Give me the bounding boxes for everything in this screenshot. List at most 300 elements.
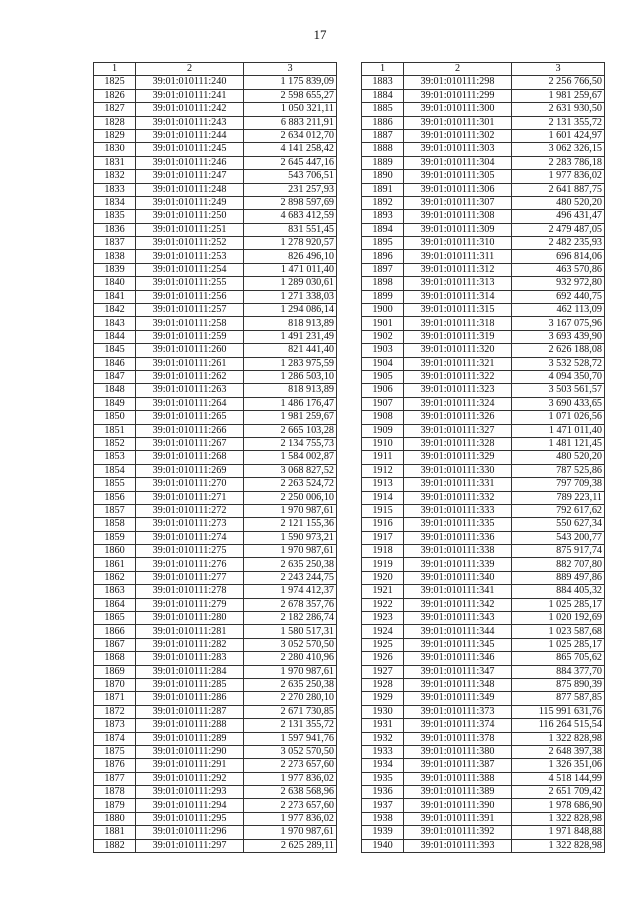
cadastral-number-cell: 39:01:010111:331: [404, 478, 512, 491]
table-row: [94, 678, 337, 691]
table-row: [94, 692, 337, 705]
column-header-cadastral: 2: [404, 63, 512, 76]
value-cell: 787 525,86: [512, 464, 605, 477]
row-number-cell: 1882: [94, 839, 136, 852]
value-cell: 789 223,11: [512, 491, 605, 504]
row-number-cell: 1883: [362, 76, 404, 89]
row-number-cell: 1897: [362, 263, 404, 276]
row-number-cell: 1900: [362, 304, 404, 317]
row-number-cell: 1891: [362, 183, 404, 196]
row-number-cell: 1902: [362, 330, 404, 343]
table-row: [94, 437, 337, 450]
value-cell: 115 991 631,76: [512, 705, 605, 718]
cadastral-number-cell: 39:01:010111:267: [136, 437, 244, 450]
value-cell: 2 678 357,76: [244, 598, 337, 611]
cadastral-number-cell: 39:01:010111:272: [136, 504, 244, 517]
value-cell: 875 917,74: [512, 545, 605, 558]
value-cell: 1 590 973,21: [244, 531, 337, 544]
cadastral-number-cell: 39:01:010111:245: [136, 143, 244, 156]
cadastral-number-cell: 39:01:010111:264: [136, 397, 244, 410]
cadastral-number-cell: 39:01:010111:307: [404, 196, 512, 209]
row-number-cell: 1875: [94, 745, 136, 758]
value-cell: 2 648 397,38: [512, 745, 605, 758]
row-number-cell: 1894: [362, 223, 404, 236]
column-header-value: 3: [244, 63, 337, 76]
value-cell: 2 263 524,72: [244, 478, 337, 491]
table-row: [94, 464, 337, 477]
row-number-cell: 1904: [362, 357, 404, 370]
table-row: [362, 478, 605, 491]
table-row: [94, 196, 337, 209]
value-cell: 1 322 828,98: [512, 839, 605, 852]
value-cell: 696 814,06: [512, 250, 605, 263]
row-number-cell: 1838: [94, 250, 136, 263]
value-cell: 2 280 410,96: [244, 652, 337, 665]
value-cell: 875 890,39: [512, 678, 605, 691]
row-number-cell: 1844: [94, 330, 136, 343]
row-number-cell: 1877: [94, 772, 136, 785]
value-cell: 1 584 002,87: [244, 451, 337, 464]
row-number-cell: 1847: [94, 370, 136, 383]
table-row: [362, 745, 605, 758]
cadastral-number-cell: 39:01:010111:275: [136, 545, 244, 558]
table-row: [362, 344, 605, 357]
cadastral-number-cell: 39:01:010111:278: [136, 585, 244, 598]
table-row: [94, 638, 337, 651]
value-cell: 2 638 568,96: [244, 786, 337, 799]
row-number-cell: 1909: [362, 424, 404, 437]
cadastral-number-cell: 39:01:010111:320: [404, 344, 512, 357]
row-number-cell: 1918: [362, 545, 404, 558]
cadastral-number-cell: 39:01:010111:287: [136, 705, 244, 718]
cadastral-number-cell: 39:01:010111:344: [404, 625, 512, 638]
cadastral-number-cell: 39:01:010111:256: [136, 290, 244, 303]
cadastral-number-cell: 39:01:010111:343: [404, 612, 512, 625]
cadastral-number-cell: 39:01:010111:283: [136, 652, 244, 665]
cadastral-number-cell: 39:01:010111:269: [136, 464, 244, 477]
table-row: [362, 411, 605, 424]
cadastral-number-cell: 39:01:010111:314: [404, 290, 512, 303]
cadastral-number-cell: 39:01:010111:246: [136, 156, 244, 169]
row-number-cell: 1876: [94, 759, 136, 772]
cadastral-number-cell: 39:01:010111:349: [404, 692, 512, 705]
cadastral-number-cell: 39:01:010111:391: [404, 812, 512, 825]
cadastral-number-cell: 39:01:010111:309: [404, 223, 512, 236]
table-row: [362, 210, 605, 223]
value-cell: 1 580 517,31: [244, 625, 337, 638]
value-cell: 1 970 987,61: [244, 545, 337, 558]
table-row: [94, 263, 337, 276]
table-row: [94, 612, 337, 625]
table-row: [94, 424, 337, 437]
table-row: [362, 612, 605, 625]
row-number-cell: 1903: [362, 344, 404, 357]
row-number-cell: 1905: [362, 370, 404, 383]
value-cell: 792 617,62: [512, 504, 605, 517]
row-number-cell: 1828: [94, 116, 136, 129]
row-number-cell: 1934: [362, 759, 404, 772]
cadastral-number-cell: 39:01:010111:301: [404, 116, 512, 129]
value-cell: 1 977 836,02: [512, 170, 605, 183]
cadastral-number-cell: 39:01:010111:387: [404, 759, 512, 772]
value-cell: 1 289 030,61: [244, 277, 337, 290]
table-row: [362, 357, 605, 370]
table-row: [362, 170, 605, 183]
value-cell: 2 482 235,93: [512, 237, 605, 250]
row-number-cell: 1912: [362, 464, 404, 477]
cadastral-number-cell: 39:01:010111:252: [136, 237, 244, 250]
value-cell: 818 913,89: [244, 384, 337, 397]
value-cell: 116 264 515,54: [512, 719, 605, 732]
value-cell: 2 283 786,18: [512, 156, 605, 169]
table-row: [362, 812, 605, 825]
value-cell: 797 709,38: [512, 478, 605, 491]
row-number-cell: 1836: [94, 223, 136, 236]
row-number-cell: 1908: [362, 411, 404, 424]
table-row: [94, 826, 337, 839]
cadastral-number-cell: 39:01:010111:311: [404, 250, 512, 263]
value-cell: 1 970 987,61: [244, 826, 337, 839]
row-number-cell: 1826: [94, 89, 136, 102]
table-row: [94, 89, 337, 102]
row-number-cell: 1916: [362, 518, 404, 531]
value-cell: 2 256 766,50: [512, 76, 605, 89]
table-row: [94, 545, 337, 558]
table-row: [94, 116, 337, 129]
table-row: [362, 732, 605, 745]
row-number-cell: 1878: [94, 786, 136, 799]
row-number-cell: 1869: [94, 665, 136, 678]
row-number-cell: 1853: [94, 451, 136, 464]
cadastral-number-cell: 39:01:010111:279: [136, 598, 244, 611]
value-cell: 1 175 839,09: [244, 76, 337, 89]
row-number-cell: 1866: [94, 625, 136, 638]
row-number-cell: 1850: [94, 411, 136, 424]
table-row: [94, 518, 337, 531]
value-cell: 1 025 285,17: [512, 598, 605, 611]
row-number-cell: 1920: [362, 571, 404, 584]
row-number-cell: 1932: [362, 732, 404, 745]
table-row: [94, 745, 337, 758]
value-cell: 932 972,80: [512, 277, 605, 290]
row-number-cell: 1926: [362, 652, 404, 665]
cadastral-number-cell: 39:01:010111:298: [404, 76, 512, 89]
cadastral-number-cell: 39:01:010111:290: [136, 745, 244, 758]
table-row: [94, 304, 337, 317]
cadastral-number-cell: 39:01:010111:378: [404, 732, 512, 745]
cadastral-number-cell: 39:01:010111:341: [404, 585, 512, 598]
value-cell: 882 707,80: [512, 558, 605, 571]
cadastral-number-cell: 39:01:010111:306: [404, 183, 512, 196]
cadastral-number-cell: 39:01:010111:304: [404, 156, 512, 169]
value-cell: 2 182 286,74: [244, 612, 337, 625]
cadastral-number-cell: 39:01:010111:291: [136, 759, 244, 772]
cadastral-number-cell: 39:01:010111:289: [136, 732, 244, 745]
cadastral-number-cell: 39:01:010111:271: [136, 491, 244, 504]
value-cell: 2 665 103,28: [244, 424, 337, 437]
table-row: [362, 705, 605, 718]
column-header-cadastral: 2: [136, 63, 244, 76]
table-row: [94, 183, 337, 196]
table-row: [94, 370, 337, 383]
value-cell: 3 690 433,65: [512, 397, 605, 410]
table-row: [94, 237, 337, 250]
row-number-cell: 1874: [94, 732, 136, 745]
value-cell: 2 898 597,69: [244, 196, 337, 209]
row-number-cell: 1887: [362, 129, 404, 142]
table-row: [362, 277, 605, 290]
value-cell: 2 121 155,36: [244, 518, 337, 531]
table-header-row: [94, 63, 337, 76]
cadastral-number-cell: 39:01:010111:247: [136, 170, 244, 183]
cadastral-number-cell: 39:01:010111:248: [136, 183, 244, 196]
table-row: [94, 129, 337, 142]
cadastral-table-left: [93, 62, 337, 853]
cadastral-number-cell: 39:01:010111:315: [404, 304, 512, 317]
table-row: [362, 625, 605, 638]
value-cell: 1 974 412,37: [244, 585, 337, 598]
cadastral-number-cell: 39:01:010111:254: [136, 263, 244, 276]
value-cell: 1 322 828,98: [512, 732, 605, 745]
cadastral-number-cell: 39:01:010111:273: [136, 518, 244, 531]
value-cell: 2 250 006,10: [244, 491, 337, 504]
value-cell: 1 025 285,17: [512, 638, 605, 651]
row-number-cell: 1856: [94, 491, 136, 504]
cadastral-number-cell: 39:01:010111:345: [404, 638, 512, 651]
table-row: [362, 598, 605, 611]
value-cell: 877 587,85: [512, 692, 605, 705]
cadastral-number-cell: 39:01:010111:329: [404, 451, 512, 464]
value-cell: 4 141 258,42: [244, 143, 337, 156]
cadastral-number-cell: 39:01:010111:322: [404, 370, 512, 383]
row-number-cell: 1841: [94, 290, 136, 303]
row-number-cell: 1890: [362, 170, 404, 183]
table-row: [362, 585, 605, 598]
value-cell: 480 520,20: [512, 451, 605, 464]
table-row: [94, 491, 337, 504]
cadastral-number-cell: 39:01:010111:347: [404, 665, 512, 678]
cadastral-number-cell: 39:01:010111:265: [136, 411, 244, 424]
cadastral-number-cell: 39:01:010111:330: [404, 464, 512, 477]
value-cell: 496 431,47: [512, 210, 605, 223]
row-number-cell: 1893: [362, 210, 404, 223]
table-header-row: [362, 63, 605, 76]
table-row: [94, 571, 337, 584]
cadastral-number-cell: 39:01:010111:323: [404, 384, 512, 397]
row-number-cell: 1929: [362, 692, 404, 705]
table-row: [362, 237, 605, 250]
table-row: [94, 531, 337, 544]
table-row: [94, 732, 337, 745]
cadastral-number-cell: 39:01:010111:250: [136, 210, 244, 223]
cadastral-number-cell: 39:01:010111:293: [136, 786, 244, 799]
row-number-cell: 1854: [94, 464, 136, 477]
row-number-cell: 1901: [362, 317, 404, 330]
row-number-cell: 1861: [94, 558, 136, 571]
value-cell: 884 405,32: [512, 585, 605, 598]
value-cell: 1 481 121,45: [512, 437, 605, 450]
value-cell: 826 496,10: [244, 250, 337, 263]
cadastral-number-cell: 39:01:010111:277: [136, 571, 244, 584]
value-cell: 2 641 887,75: [512, 183, 605, 196]
cadastral-number-cell: 39:01:010111:339: [404, 558, 512, 571]
table-row: [94, 478, 337, 491]
value-cell: 2 635 250,38: [244, 678, 337, 691]
cadastral-number-cell: 39:01:010111:243: [136, 116, 244, 129]
row-number-cell: 1842: [94, 304, 136, 317]
row-number-cell: 1917: [362, 531, 404, 544]
table-row: [362, 826, 605, 839]
cadastral-number-cell: 39:01:010111:292: [136, 772, 244, 785]
table-row: [94, 143, 337, 156]
value-cell: 2 131 355,72: [244, 719, 337, 732]
table-row: [94, 357, 337, 370]
value-cell: 3 068 827,52: [244, 464, 337, 477]
table-row: [362, 571, 605, 584]
row-number-cell: 1896: [362, 250, 404, 263]
row-number-cell: 1865: [94, 612, 136, 625]
cadastral-number-cell: 39:01:010111:374: [404, 719, 512, 732]
row-number-cell: 1833: [94, 183, 136, 196]
table-row: [362, 652, 605, 665]
row-number-cell: 1873: [94, 719, 136, 732]
table-row: [94, 625, 337, 638]
table-row: [362, 504, 605, 517]
cadastral-number-cell: 39:01:010111:281: [136, 625, 244, 638]
row-number-cell: 1884: [362, 89, 404, 102]
table-row: [94, 812, 337, 825]
cadastral-number-cell: 39:01:010111:286: [136, 692, 244, 705]
cadastral-number-cell: 39:01:010111:310: [404, 237, 512, 250]
cadastral-number-cell: 39:01:010111:263: [136, 384, 244, 397]
table-row: [362, 451, 605, 464]
value-cell: 3 052 570,50: [244, 638, 337, 651]
row-number-cell: 1930: [362, 705, 404, 718]
table-row: [362, 156, 605, 169]
table-row: [94, 76, 337, 89]
table-row: [362, 250, 605, 263]
cadastral-number-cell: 39:01:010111:284: [136, 665, 244, 678]
table-row: [94, 330, 337, 343]
row-number-cell: 1919: [362, 558, 404, 571]
table-row: [94, 585, 337, 598]
row-number-cell: 1855: [94, 478, 136, 491]
cadastral-number-cell: 39:01:010111:294: [136, 799, 244, 812]
row-number-cell: 1839: [94, 263, 136, 276]
row-number-cell: 1881: [94, 826, 136, 839]
table-row: [94, 598, 337, 611]
value-cell: 1 322 828,98: [512, 812, 605, 825]
table-row: [362, 424, 605, 437]
value-cell: 1 971 848,88: [512, 826, 605, 839]
row-number-cell: 1834: [94, 196, 136, 209]
row-number-cell: 1921: [362, 585, 404, 598]
value-cell: 1 286 503,10: [244, 370, 337, 383]
page-number: 17: [313, 27, 327, 42]
cadastral-number-cell: 39:01:010111:340: [404, 571, 512, 584]
cadastral-number-cell: 39:01:010111:295: [136, 812, 244, 825]
row-number-cell: 1849: [94, 397, 136, 410]
value-cell: 2 634 012,70: [244, 129, 337, 142]
value-cell: 480 520,20: [512, 196, 605, 209]
cadastral-number-cell: 39:01:010111:244: [136, 129, 244, 142]
value-cell: 4 683 412,59: [244, 210, 337, 223]
cadastral-number-cell: 39:01:010111:266: [136, 424, 244, 437]
cadastral-number-cell: 39:01:010111:255: [136, 277, 244, 290]
row-number-cell: 1868: [94, 652, 136, 665]
table-row: [94, 317, 337, 330]
value-cell: 2 645 447,16: [244, 156, 337, 169]
cadastral-number-cell: 39:01:010111:276: [136, 558, 244, 571]
row-number-cell: 1870: [94, 678, 136, 691]
value-cell: 1 970 987,61: [244, 665, 337, 678]
value-cell: 550 627,34: [512, 518, 605, 531]
cadastral-number-cell: 39:01:010111:257: [136, 304, 244, 317]
table-row: [94, 384, 337, 397]
cadastral-number-cell: 39:01:010111:249: [136, 196, 244, 209]
table-row: [362, 304, 605, 317]
value-cell: 2 635 250,38: [244, 558, 337, 571]
row-number-cell: 1898: [362, 277, 404, 290]
row-number-cell: 1892: [362, 196, 404, 209]
cadastral-number-cell: 39:01:010111:388: [404, 772, 512, 785]
row-number-cell: 1837: [94, 237, 136, 250]
row-number-cell: 1852: [94, 437, 136, 450]
cadastral-number-cell: 39:01:010111:326: [404, 411, 512, 424]
row-number-cell: 1910: [362, 437, 404, 450]
cadastral-number-cell: 39:01:010111:333: [404, 504, 512, 517]
row-number-cell: 1864: [94, 598, 136, 611]
cadastral-number-cell: 39:01:010111:251: [136, 223, 244, 236]
cadastral-number-cell: 39:01:010111:282: [136, 638, 244, 651]
row-number-cell: 1931: [362, 719, 404, 732]
row-number-cell: 1939: [362, 826, 404, 839]
row-number-cell: 1889: [362, 156, 404, 169]
value-cell: 2 270 280,10: [244, 692, 337, 705]
row-number-cell: 1846: [94, 357, 136, 370]
table-row: [94, 397, 337, 410]
cadastral-number-cell: 39:01:010111:261: [136, 357, 244, 370]
table-row: [362, 772, 605, 785]
row-number-cell: 1862: [94, 571, 136, 584]
table-row: [362, 263, 605, 276]
cadastral-number-cell: 39:01:010111:373: [404, 705, 512, 718]
value-cell: 2 131 355,72: [512, 116, 605, 129]
row-number-cell: 1928: [362, 678, 404, 691]
value-cell: 2 273 657,60: [244, 799, 337, 812]
table-row: [94, 411, 337, 424]
table-row: [362, 397, 605, 410]
cadastral-number-cell: 39:01:010111:285: [136, 678, 244, 691]
value-cell: 1 981 259,67: [244, 411, 337, 424]
value-cell: 2 671 730,85: [244, 705, 337, 718]
value-cell: 2 479 487,05: [512, 223, 605, 236]
cadastral-number-cell: 39:01:010111:288: [136, 719, 244, 732]
cadastral-number-cell: 39:01:010111:348: [404, 678, 512, 691]
row-number-cell: 1923: [362, 612, 404, 625]
value-cell: 1 278 920,57: [244, 237, 337, 250]
cadastral-number-cell: 39:01:010111:346: [404, 652, 512, 665]
cadastral-number-cell: 39:01:010111:342: [404, 598, 512, 611]
value-cell: 1 486 176,47: [244, 397, 337, 410]
value-cell: 1 326 351,06: [512, 759, 605, 772]
value-cell: 692 440,75: [512, 290, 605, 303]
value-cell: 2 651 709,42: [512, 786, 605, 799]
value-cell: 2 598 655,27: [244, 89, 337, 102]
table-row: [362, 719, 605, 732]
table-row: [94, 170, 337, 183]
value-cell: 1 294 086,14: [244, 304, 337, 317]
